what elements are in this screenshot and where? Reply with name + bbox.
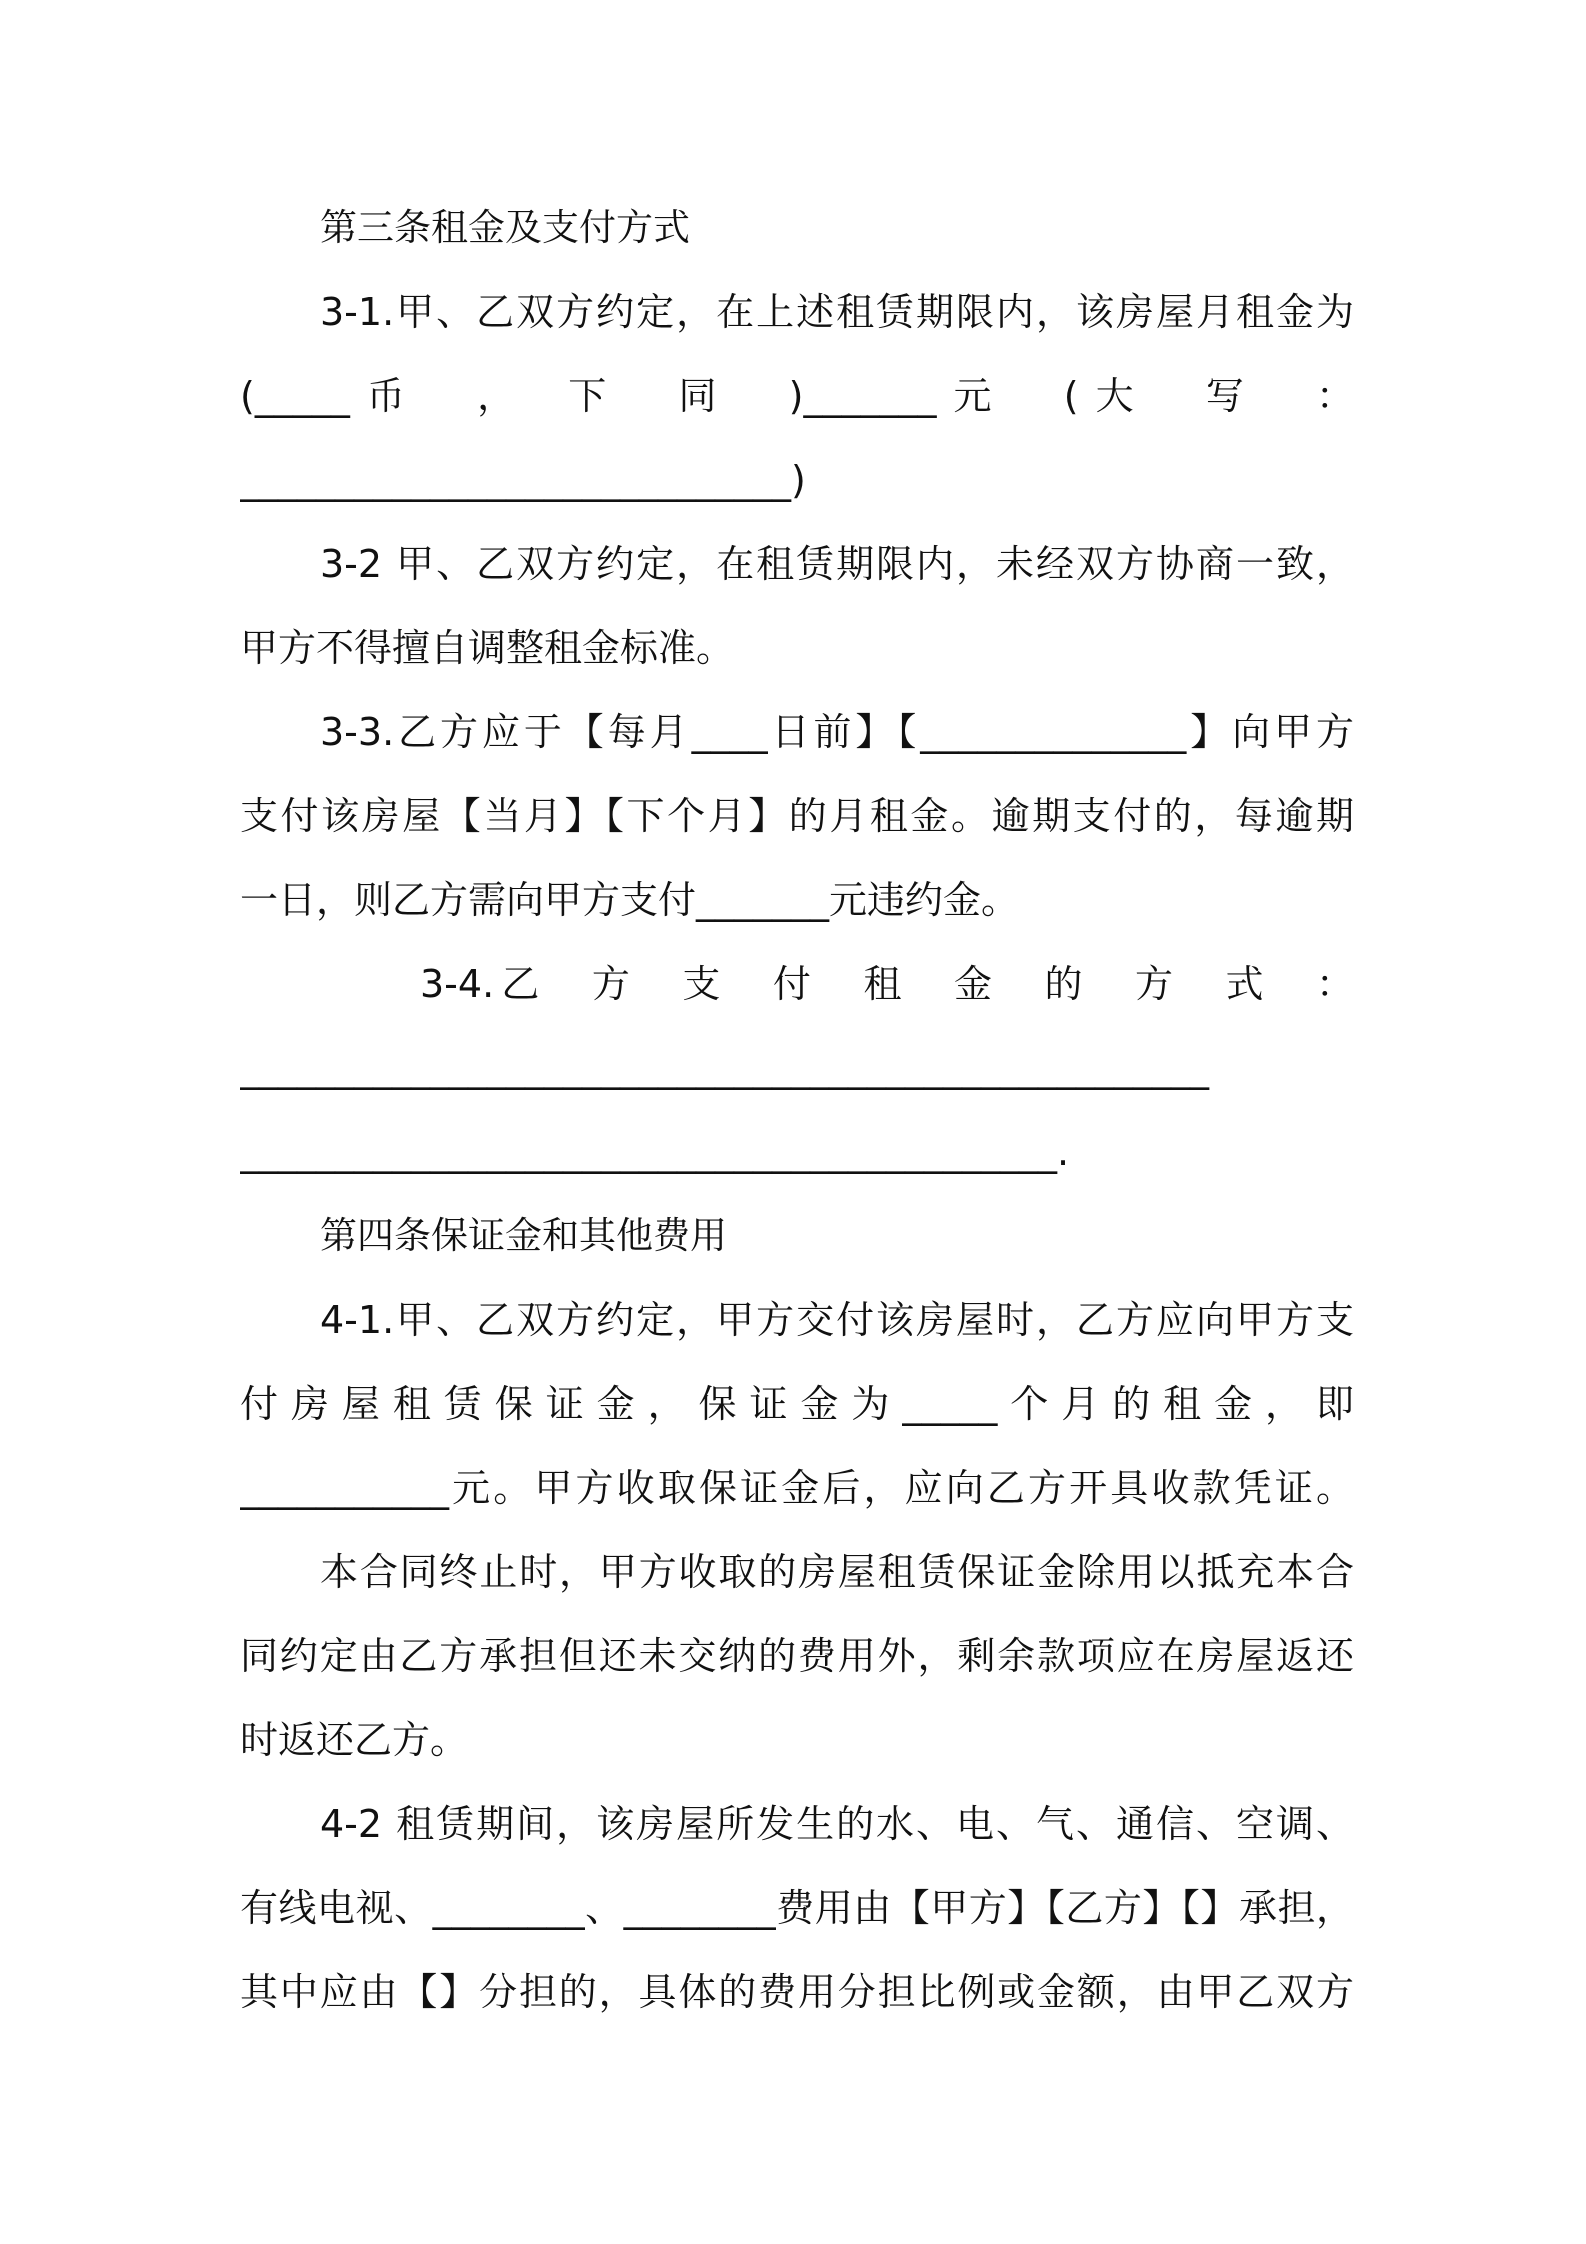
document-body (240, 186, 1354, 2034)
clause-4-1-para-2-line-3: 时返还乙方。 (240, 1718, 469, 1762)
clause-3-3-line-1: 3-3.乙方应于【每月____日前】【______________】向甲方 (320, 710, 1354, 754)
clause-4-1-para-2-line-2: 同约定由乙方承担但还未交纳的费用外，剩余款项应在房屋返还 (240, 1634, 1354, 1678)
section-heading-3: 第三条租金及支付方式 (320, 206, 690, 249)
clause-4-2-line-1: 4-2 租赁期间，该房屋所发生的水、电、气、通信、空调、 (320, 1802, 1354, 1846)
clause-3-4-line-1: 3-4.乙 方 支 付 租 金 的 方 式 ： (420, 962, 1354, 1006)
clause-4-1-line-2: 付房屋租赁保证金，保证金为_____个月的租金，即 (240, 1382, 1354, 1426)
clause-3-4-blank-1: ___________________________________________________ (240, 1046, 1209, 1090)
clause-3-1-line-2: (_____币 ， 下 同 )_______元 (大 写 ： (240, 374, 1354, 418)
clause-3-3-line-2: 支付该房屋【当月】【下个月】的月租金。逾期支付的，每逾期 (240, 794, 1354, 838)
clause-3-3-line-3: 一日，则乙方需向甲方支付_______元违约金。 (240, 878, 1020, 922)
clause-4-1-line-3: ___________元。甲方收取保证金后，应向乙方开具收款凭证。 (240, 1466, 1354, 1510)
clause-4-2-line-3: 其中应由【】分担的，具体的费用分担比例或金额，由甲乙双方 (240, 1970, 1354, 2014)
clause-3-1-line-1: 3-1.甲、乙双方约定，在上述租赁期限内，该房屋月租金为 (320, 290, 1354, 334)
clause-3-2-line-1: 3-2 甲、乙双方约定，在租赁期限内，未经双方协商一致， (320, 542, 1354, 586)
clause-3-1-line-3: _____________________________) (240, 458, 806, 502)
clause-4-1-para-2-line-1: 本合同终止时，甲方收取的房屋租赁保证金除用以抵充本合 (320, 1550, 1354, 1594)
section-heading-4: 第四条保证金和其他费用 (320, 1214, 727, 1257)
clause-3-2-line-2: 甲方不得擅自调整租金标准。 (240, 626, 735, 670)
clause-4-2-line-2: 有线电视、________、________费用由【甲方】【乙方】【】承担， (240, 1886, 1354, 1930)
clause-3-4-blank-2: ___________________________________________. (240, 1130, 1070, 1174)
clause-4-1-line-1: 4-1.甲、乙双方约定，甲方交付该房屋时，乙方应向甲方支 (320, 1298, 1354, 1342)
